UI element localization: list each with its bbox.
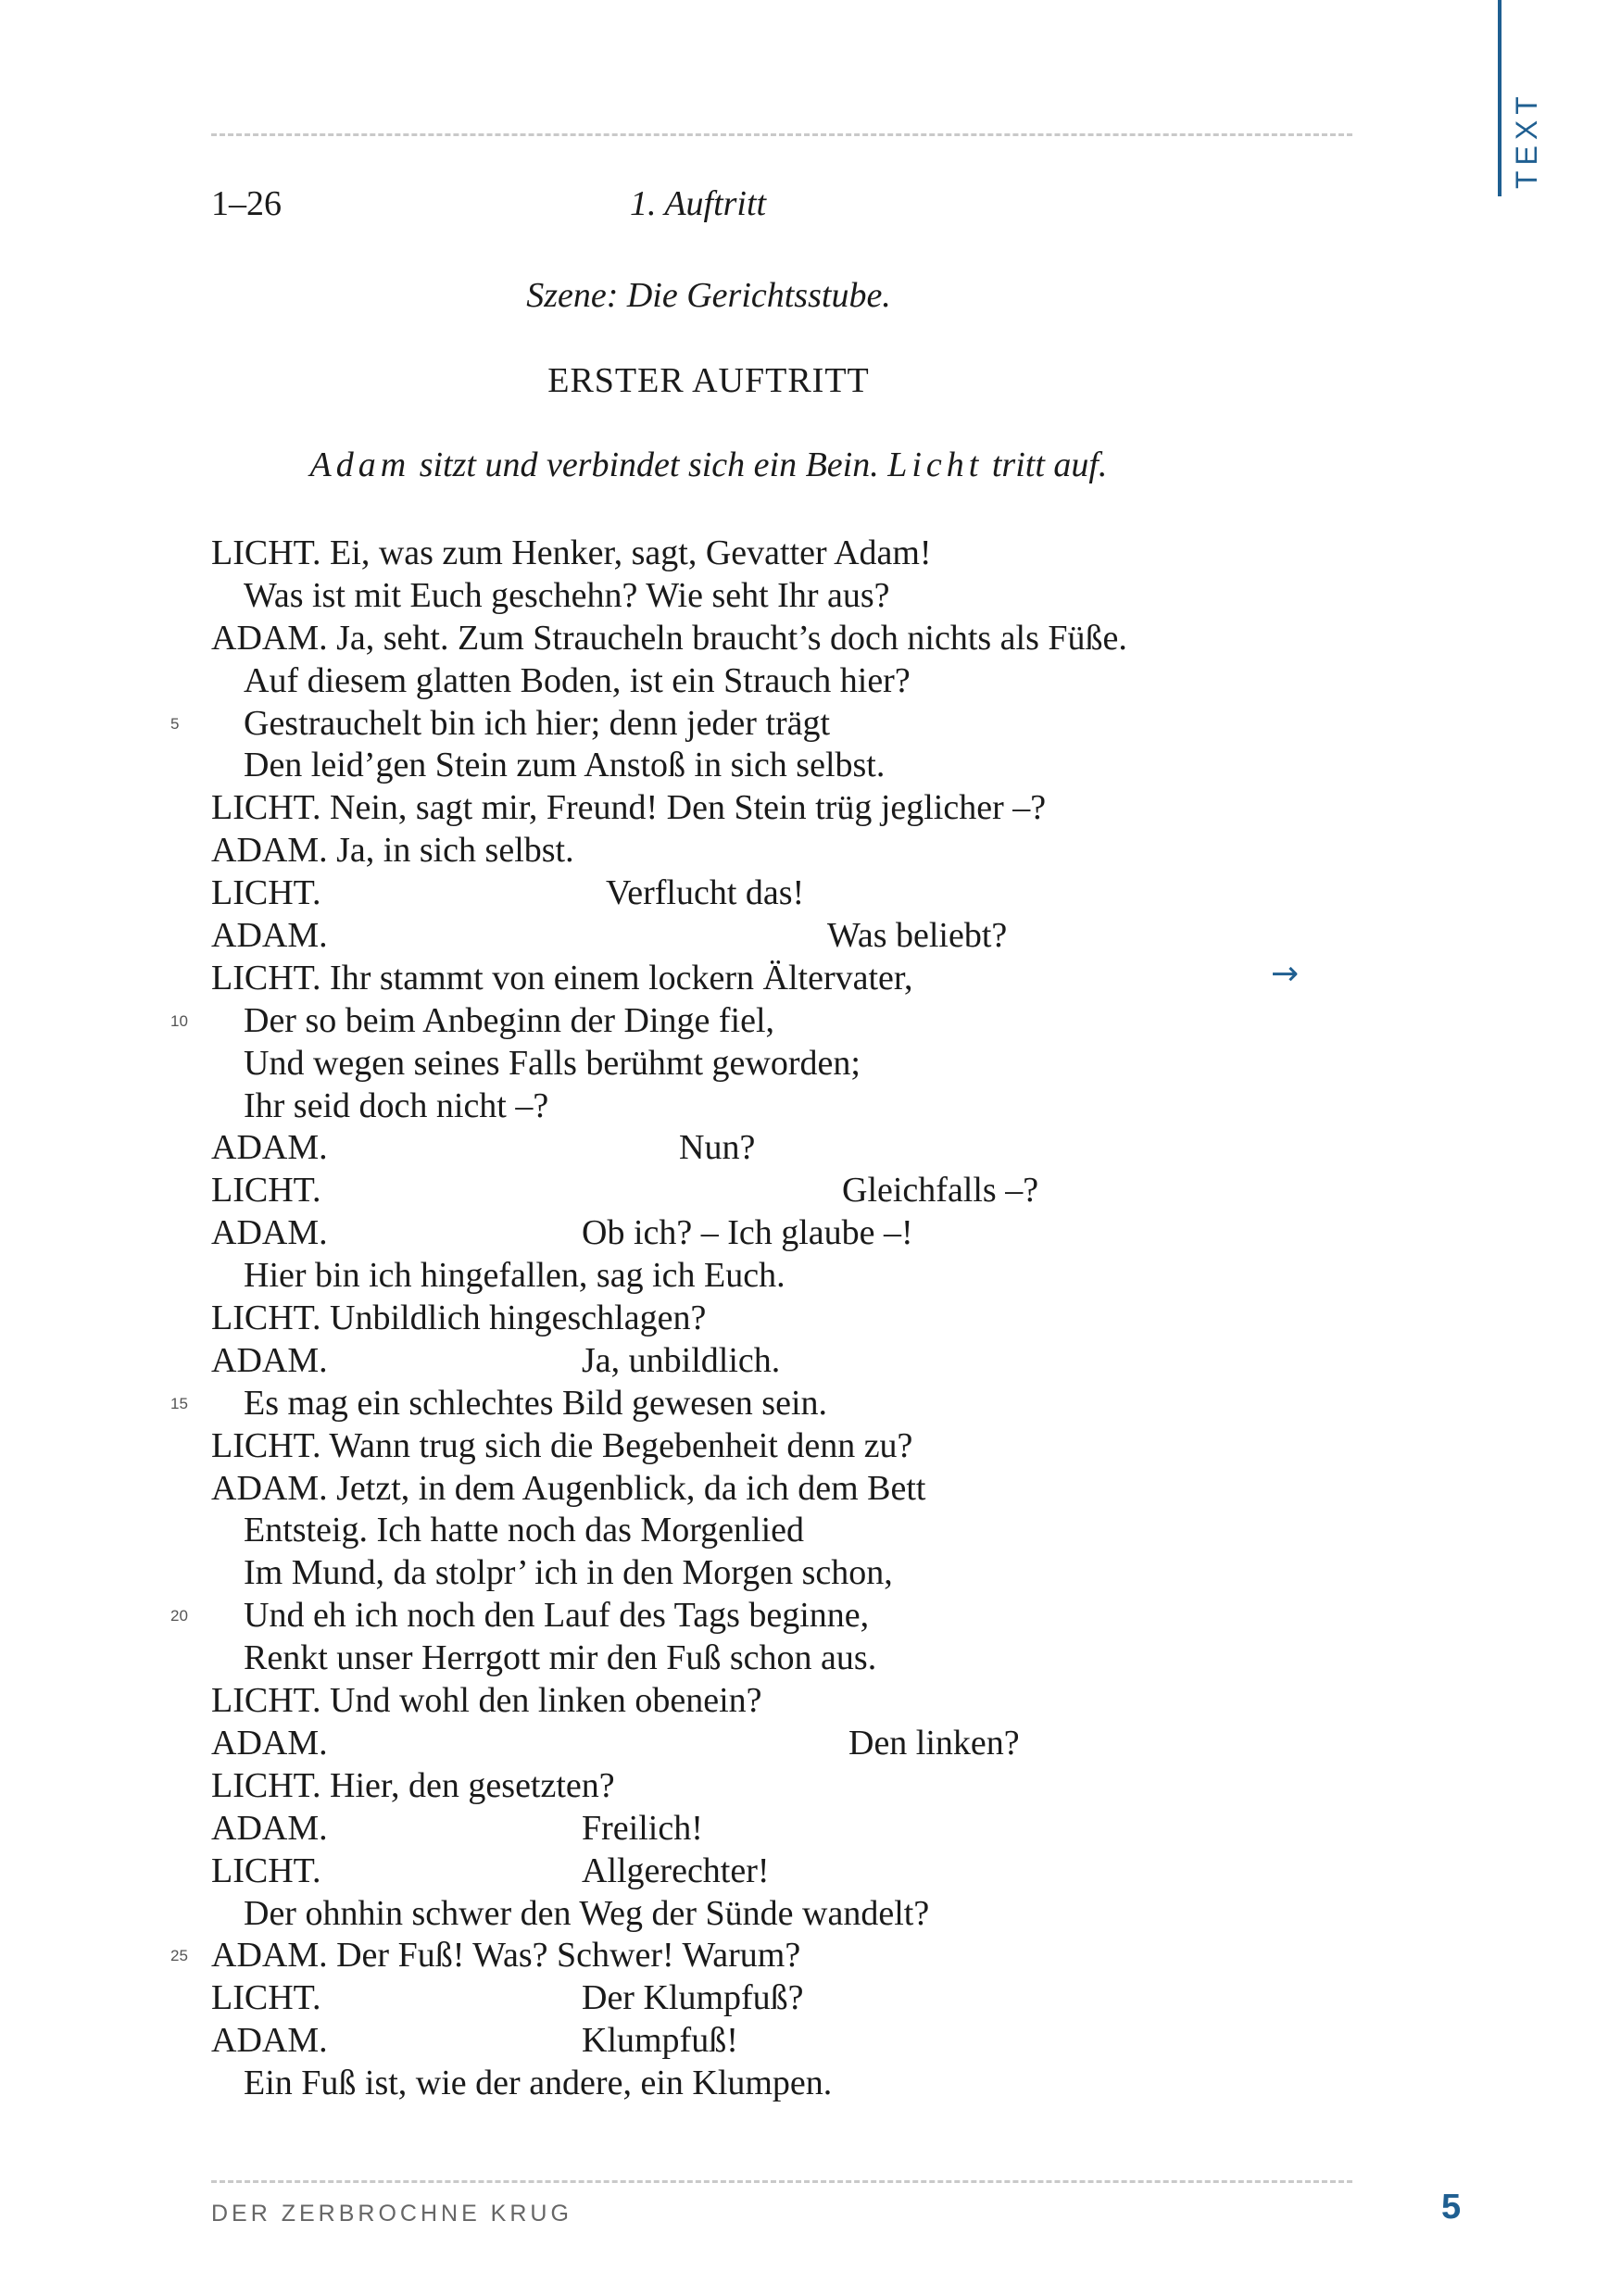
- verse-line: [211, 958, 1127, 1000]
- verse-text: ADAM.: [211, 916, 328, 956]
- verse-line: [211, 1723, 1127, 1765]
- verse-text: Und wegen seines Falls berühmt geworden;: [244, 1043, 861, 1083]
- verse-reply: Nun?: [679, 1128, 756, 1168]
- bottom-dashed-rule: [211, 2180, 1352, 2183]
- verse-line: [211, 872, 1127, 915]
- verse-text: LICHT. Wann trug sich die Begebenheit denn zu?: [211, 1425, 913, 1465]
- verse-line: [211, 1893, 1127, 1936]
- verse-text: Hier bin ich hingefallen, sag ich Euch.: [244, 1256, 785, 1296]
- verse-text: Der ohnhin schwer den Weg der Sünde wandelt?: [244, 1893, 930, 1933]
- verse-line: [211, 1340, 1127, 1383]
- verse-text: Es mag ein schlechtes Bild gewesen sein.: [244, 1383, 828, 1423]
- verse-text: Auf diesem glatten Boden, ist ein Strauch hier?: [244, 660, 911, 700]
- page-number: 5: [1441, 2188, 1462, 2227]
- verse-line: [211, 1298, 1127, 1340]
- line-number: 10: [170, 1011, 188, 1030]
- verse-reply: Freilich!: [582, 1808, 703, 1848]
- verse-text: ADAM. Ja, seht. Zum Straucheln braucht’s doch nichts als Füße.: [211, 618, 1127, 658]
- line-number: 15: [170, 1394, 188, 1412]
- stage-name-adam: Adam: [309, 445, 411, 484]
- verse-line: [211, 1637, 1127, 1680]
- stage-text-1: sitzt und verbindet sich ein Bein.: [410, 445, 888, 484]
- verse-line: [211, 1808, 1127, 1851]
- verse-text: Und eh ich noch den Lauf des Tags beginne,: [244, 1596, 870, 1636]
- verse-text: ADAM. Der Fuß! Was? Schwer! Warum?: [211, 1936, 801, 1976]
- stage-name-licht: Licht: [887, 445, 984, 484]
- verse-text: ADAM. Jetzt, in dem Augenblick, da ich dem Bett: [211, 1468, 926, 1508]
- verse-line: [170, 1935, 1127, 1977]
- stage-text-2: tritt auf.: [983, 445, 1108, 484]
- verse-text: Ein Fuß ist, wie der andere, ein Klumpen.: [244, 2064, 833, 2103]
- scene-title: 1. Auftritt: [630, 184, 767, 223]
- verse-text: Der so beim Anbeginn der Dinge fiel,: [244, 1000, 775, 1040]
- verse-text: LICHT. Ihr stammt von einem lockern Ältervater,: [211, 958, 913, 997]
- verse-text: Entsteig. Ich hatte noch das Morgenlied: [244, 1511, 805, 1550]
- verse-line: [211, 1425, 1127, 1468]
- continue-arrow-icon[interactable]: →: [1271, 955, 1300, 993]
- verse-text: Ihr seid doch nicht –?: [244, 1085, 549, 1125]
- verse-text: LICHT. Hier, den gesetzten?: [211, 1765, 615, 1805]
- verse-block: [170, 533, 1127, 2105]
- verse-line: [170, 1000, 1127, 1043]
- verse-text: ADAM.: [211, 1213, 328, 1253]
- verse-line: [211, 1170, 1127, 1212]
- scene-description: Szene: Die Gerichtsstube.: [526, 276, 891, 315]
- verse-text: LICHT. Und wohl den linken obenein?: [211, 1681, 762, 1721]
- side-tab-label: TEXT: [1510, 91, 1543, 189]
- verse-text: ADAM.: [211, 2021, 328, 2061]
- line-number: 25: [170, 1947, 188, 1965]
- verse-text: Im Mund, da stolpr’ ich in den Morgen schon,: [244, 1553, 893, 1593]
- verse-line: [211, 618, 1127, 660]
- verse-line: [211, 1212, 1127, 1255]
- top-dashed-rule: [211, 133, 1352, 136]
- verse-line: [211, 1680, 1127, 1723]
- verse-reply: Gleichfalls –?: [842, 1171, 1039, 1211]
- act-heading: ERSTER AUFTRITT: [547, 361, 870, 400]
- line-number: 5: [170, 714, 180, 733]
- line-range: 1–26: [211, 184, 282, 223]
- verse-line: [211, 830, 1127, 872]
- verse-line: [170, 1383, 1127, 1425]
- verse-line: [211, 575, 1127, 618]
- verse-reply: Klumpfuß!: [582, 2021, 738, 2061]
- verse-text: Den leid’gen Stein zum Anstoß in sich selbst.: [244, 746, 886, 785]
- verse-reply: Allgerechter!: [582, 1851, 770, 1890]
- verse-line: [211, 1043, 1127, 1085]
- verse-reply: Verflucht das!: [606, 873, 805, 913]
- verse-line: [211, 1977, 1127, 2020]
- verse-text: ADAM. Ja, in sich selbst.: [211, 831, 574, 871]
- verse-reply: Was beliebt?: [827, 916, 1008, 956]
- verse-text: ADAM.: [211, 1128, 328, 1168]
- verse-line: [211, 2020, 1127, 2063]
- verse-text: ADAM.: [211, 1723, 328, 1763]
- verse-line: [211, 1085, 1127, 1128]
- verse-line: [211, 1851, 1127, 1893]
- book-title: DER ZERBROCHNE KRUG: [211, 2201, 572, 2227]
- verse-line: [211, 745, 1127, 787]
- verse-line: [211, 1468, 1127, 1511]
- verse-line: [211, 533, 1127, 575]
- verse-line: [211, 2063, 1127, 2105]
- verse-reply: Ja, unbildlich.: [582, 1340, 781, 1380]
- verse-text: LICHT. Nein, sagt mir, Freund! Den Stein trüg jeglicher –?: [211, 788, 1047, 828]
- verse-line: [211, 787, 1127, 830]
- verse-text: Renkt unser Herrgott mir den Fuß schon aus.: [244, 1638, 877, 1678]
- verse-text: LICHT.: [211, 873, 321, 913]
- verse-reply: Ob ich? – Ich glaube –!: [582, 1213, 913, 1253]
- line-number: 20: [170, 1607, 188, 1625]
- verse-text: LICHT.: [211, 1171, 321, 1211]
- verse-line: [211, 915, 1127, 958]
- verse-line: [170, 703, 1127, 746]
- verse-text: Was ist mit Euch geschehn? Wie seht Ihr aus?: [244, 575, 890, 615]
- stage-direction: [0, 445, 1417, 485]
- verse-line: [211, 1510, 1127, 1552]
- verse-line: [211, 1552, 1127, 1595]
- verse-reply: Der Klumpfuß?: [582, 1978, 804, 2018]
- verse-text: ADAM.: [211, 1340, 328, 1380]
- verse-line: [211, 1127, 1127, 1170]
- verse-text: ADAM.: [211, 1808, 328, 1848]
- verse-text: LICHT.: [211, 1851, 321, 1890]
- verse-text: LICHT. Unbildlich hingeschlagen?: [211, 1299, 707, 1338]
- verse-line: [211, 1765, 1127, 1808]
- verse-text: Gestrauchelt bin ich hier; denn jeder trägt: [244, 703, 831, 743]
- verse-line: [211, 660, 1127, 703]
- verse-line: [211, 1255, 1127, 1298]
- verse-text: LICHT. Ei, was zum Henker, sagt, Gevatter Adam!: [211, 533, 932, 572]
- verse-text: LICHT.: [211, 1978, 321, 2018]
- verse-reply: Den linken?: [848, 1723, 1020, 1763]
- verse-line: [170, 1595, 1127, 1637]
